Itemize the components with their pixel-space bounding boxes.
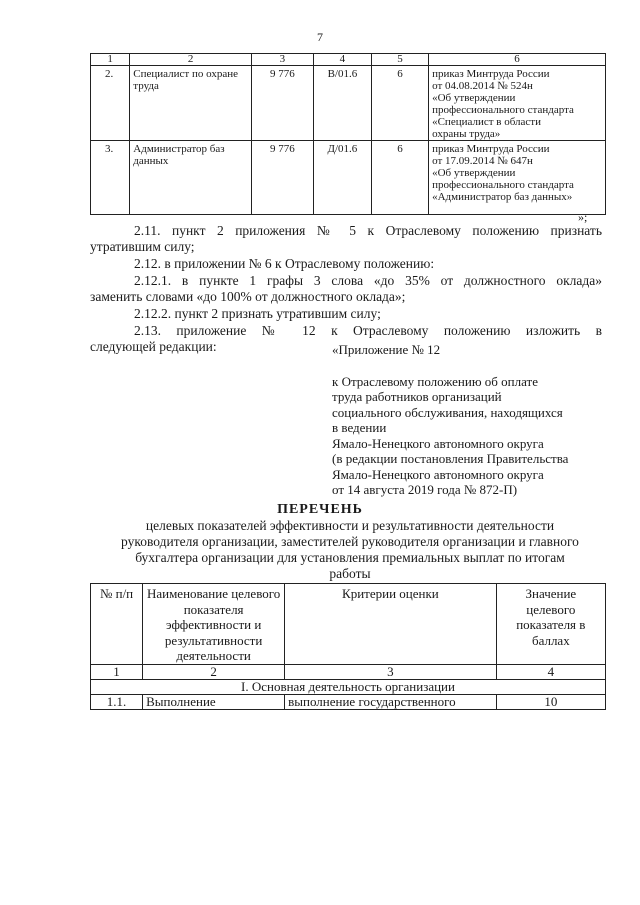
column-number: 4	[496, 664, 605, 679]
subtitle-line: бухгалтера организации для установления премиальных выплат по итогам	[135, 550, 565, 565]
appendix-line: Ямало-Ненецкого автономного округа	[332, 466, 544, 482]
column-number: 2	[130, 54, 252, 66]
column-number: 1	[91, 664, 143, 679]
basis-line: приказ Минтруда России	[432, 68, 550, 80]
row-number: 2.	[91, 66, 130, 141]
document-title: ПЕРЕЧЕНЬ	[277, 502, 363, 517]
document-subtitle	[110, 518, 590, 582]
appendix-line: от 14 августа 2019 года № 872-П)	[332, 482, 518, 497]
appendix-line: в ведении	[332, 420, 387, 435]
column-number: 4	[313, 54, 371, 66]
header-number: № п/п	[91, 584, 143, 665]
paragraph-2-12-2: 2.12.2. пункт 2 признать утратившим силу;	[134, 306, 381, 321]
column-number: 3	[251, 54, 313, 66]
paragraph-2-11: 2.11. пункт 2 приложения № 5 к Отраслевому положению признать	[134, 223, 602, 238]
legal-basis	[429, 141, 606, 215]
appendix-line: к Отраслевому положению об оплате	[332, 373, 538, 389]
table-closing-quote: »;	[578, 210, 588, 224]
appendix-line: труда работников организаций	[332, 389, 502, 404]
page-number: 7	[317, 30, 323, 44]
salary: 9 776	[251, 141, 313, 215]
function-code: Д/01.6	[313, 141, 371, 215]
paragraph-2-12-1-cont: заменить словами «до 100% от должностного оклада»;	[90, 289, 406, 304]
column-number: 2	[143, 664, 285, 679]
section-row	[91, 679, 606, 694]
section-title: I. Основная деятельность организации	[91, 679, 606, 694]
basis-line: от 04.08.2014 № 524н	[432, 80, 533, 92]
column-number: 3	[285, 664, 497, 679]
paragraph-2-13: 2.13. приложение № 12 к Отраслевому положению изложить в	[134, 323, 602, 338]
paragraph-2-12-1: 2.12.1. в пункте 1 графы 3 слова «до 35% от должностного оклада»	[134, 273, 602, 288]
table-header-row	[91, 54, 606, 66]
basis-line: «Администратор баз данных»	[432, 191, 573, 203]
table-row	[91, 141, 606, 215]
table-header-row	[91, 584, 606, 665]
salary: 9 776	[251, 66, 313, 141]
column-number: 1	[91, 54, 130, 66]
basis-line: приказ Минтруда России	[432, 143, 550, 155]
header-indicator-name: Наименование целевого показателя эффективности и результативности деятельности	[143, 584, 285, 665]
row-number: 3.	[91, 141, 130, 215]
column-number: 5	[371, 54, 428, 66]
table-row	[91, 694, 606, 709]
qualification-level: 6	[371, 66, 428, 141]
criteria: выполнение государственного	[285, 694, 497, 709]
basis-line: «Об утверждении	[432, 167, 516, 179]
qualification-level: 6	[371, 141, 428, 215]
appendix-block	[332, 342, 568, 498]
indicator-value: 10	[496, 694, 605, 709]
subtitle-line: работы	[329, 566, 371, 581]
legal-basis	[429, 66, 606, 141]
subtitle-line: руководителя организации, заместителей руководителя организации и главного	[121, 534, 579, 549]
appendix-line: Ямало-Ненецкого автономного округа	[332, 435, 544, 451]
subtitle-line: целевых показателей эффективности и результативности деятельности	[145, 518, 555, 533]
indicator-name: Выполнение	[143, 694, 285, 709]
appendix-title: «Приложение № 12	[332, 342, 441, 357]
row-number: 1.1.	[91, 694, 143, 709]
basis-line: охраны труда»	[432, 128, 501, 140]
header-value: Значение целевого показателя в баллах	[496, 584, 605, 665]
basis-line: от 17.09.2014 № 647н	[432, 155, 533, 167]
column-number: 6	[429, 54, 606, 66]
position-name: Администратор баз данных	[130, 141, 252, 215]
table-row	[91, 66, 606, 141]
column-numbers-row	[91, 664, 606, 679]
paragraph-2-11-cont: утратившим силу;	[90, 239, 195, 254]
positions-table	[90, 53, 606, 215]
function-code: В/01.6	[313, 66, 371, 141]
indicators-table	[90, 583, 606, 710]
basis-line: профессионального стандарта	[432, 179, 574, 191]
header-criteria: Критерии оценки	[285, 584, 497, 665]
appendix-line: социального обслуживания, находящихся	[332, 404, 563, 420]
position-name: Специалист по охране труда	[130, 66, 252, 141]
paragraph-2-12: 2.12. в приложении № 6 к Отраслевому положению:	[134, 256, 435, 271]
basis-line: «Специалист в области	[432, 116, 541, 128]
paragraph-2-13-cont: следующей редакции:	[90, 339, 217, 354]
basis-line: профессионального стандарта	[432, 104, 574, 116]
appendix-line: (в редакции постановления Правительства	[332, 451, 569, 466]
basis-line: «Об утверждении	[432, 92, 516, 104]
